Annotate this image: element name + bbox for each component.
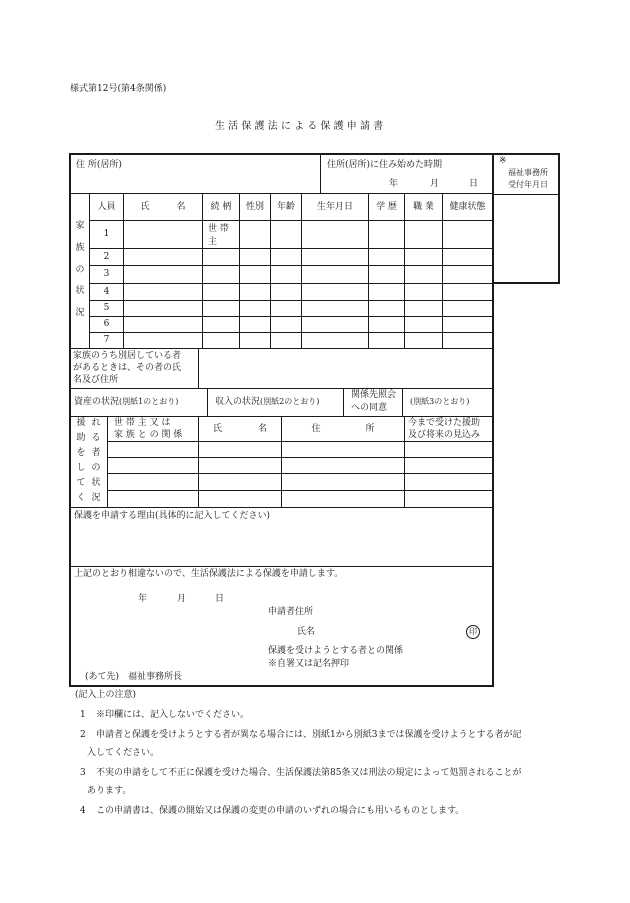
consent-line2: への同意 (351, 403, 388, 413)
row-number-7: 7 (103, 335, 110, 346)
office-mark: ※ (499, 156, 507, 166)
separated-note-1: 家族のうち別居している者 (73, 351, 182, 361)
since-year-label: 年 (389, 179, 399, 189)
income-status: 収入の状況(別紙2のとおり) (215, 397, 320, 407)
assets-status: 資産の状況(別紙1のとおり) (74, 397, 179, 407)
consent-line1: 関係先照会 (351, 390, 397, 400)
separated-note-2: があるときは、その者の氏 (73, 363, 182, 373)
row-number-6: 6 (103, 319, 110, 330)
header-sex: 性別 (245, 201, 264, 212)
row-number-1: 1 (103, 229, 110, 240)
residence-since-label: 住所(居所)に住み始めた時期 (327, 160, 443, 170)
since-day-label: 日 (469, 179, 479, 189)
note-2-line-1: 申請者と保護を受けようとする者が異なる場合には、別紙1から別紙3までは保護を受けようとする者が記 (96, 730, 522, 740)
form-number: 様式第12号(第4条関係) (70, 84, 167, 94)
applicant-name-label: 氏名 (297, 627, 316, 637)
note-3-number: 3 (80, 768, 86, 778)
header-relation: 続 柄 (210, 201, 232, 212)
separated-note-3: 名及び住所 (73, 375, 119, 385)
row-number-3: 3 (103, 269, 110, 280)
header-members: 人員 (97, 201, 116, 212)
sign-note: ※自署又は記名押印 (268, 659, 350, 669)
header-education: 学 歴 (376, 201, 397, 212)
date-month-label: 月 (177, 594, 187, 604)
header-name: 氏 名 (140, 201, 186, 212)
relation-label: 保護を受けようとする者との関係 (268, 646, 404, 656)
helpers-header-assistance-2: 及び将来の見込み (408, 430, 481, 440)
addressee-label: (あて先) 福祉事務所長 (85, 672, 183, 682)
address-label: 住 所(居所) (76, 160, 122, 170)
row-number-4: 4 (103, 286, 110, 297)
notes-title: (記入上の注意) (75, 690, 137, 700)
since-month-label: 月 (430, 179, 440, 189)
seal-mark: 印 (466, 625, 480, 639)
helpers-header-relation-2: 家 族 と の 関 係 (114, 430, 183, 440)
helpers-header-assistance-1: 今まで受けた援助 (408, 418, 481, 428)
helpers-header-name: 氏 名 (212, 423, 267, 434)
date-year-label: 年 (138, 594, 148, 604)
note-4-line-1: この申請書は、保護の開始又は保護の変更の申請のいずれの場合にも用いるものとします。 (96, 806, 465, 816)
note-3-line-1: 不実の申請をして不正に保護を受けた場合、生活保護法第85条又は刑法の規定によって処罰されることが (96, 768, 522, 778)
header-health: 健康状態 (449, 201, 486, 212)
note-2-line-2: 入してください。 (87, 748, 160, 758)
header-occupation: 職 業 (413, 201, 434, 212)
form-title: 生 活 保 護 法 に よ る 保 護 申 請 書 (215, 121, 384, 132)
header-birthdate: 生年月日 (316, 201, 353, 212)
declaration-statement: 上記のとおり相違ないので、生活保護法による保護を申請します。 (74, 569, 344, 579)
header-age: 年齢 (276, 201, 295, 212)
note-2-number: 2 (80, 730, 86, 740)
helpers-side-label-col2: れ る 者 の 状 況 (91, 418, 101, 503)
consent-ref: (別紙3のとおり) (410, 397, 470, 406)
head-of-household-line2: 主 (208, 237, 218, 247)
note-1-line-1: ※印欄には、記入しないでください。 (96, 710, 250, 720)
family-side-label: 家 族 の 状 況 (75, 221, 85, 318)
reason-label: 保護を申請する理由(具体的に記入してください) (74, 511, 271, 521)
helpers-header-relation-1: 世 帯 主 又 は (114, 418, 171, 428)
note-4-number: 4 (80, 806, 86, 816)
helpers-header-address: 住 所 (311, 423, 375, 434)
office-line1: 福祉事務所 (508, 168, 548, 177)
date-day-label: 日 (215, 594, 225, 604)
note-1-number: 1 (80, 710, 86, 720)
head-of-household-line1: 世 帯 (208, 224, 229, 234)
applicant-address-label: 申請者住所 (268, 607, 314, 617)
office-line2: 受付年月日 (508, 180, 548, 189)
row-number-2: 2 (103, 251, 110, 262)
row-number-5: 5 (103, 303, 110, 314)
note-3-line-2: あります。 (87, 786, 132, 796)
helpers-side-label-col1: 援 助 を し て く (76, 418, 86, 503)
